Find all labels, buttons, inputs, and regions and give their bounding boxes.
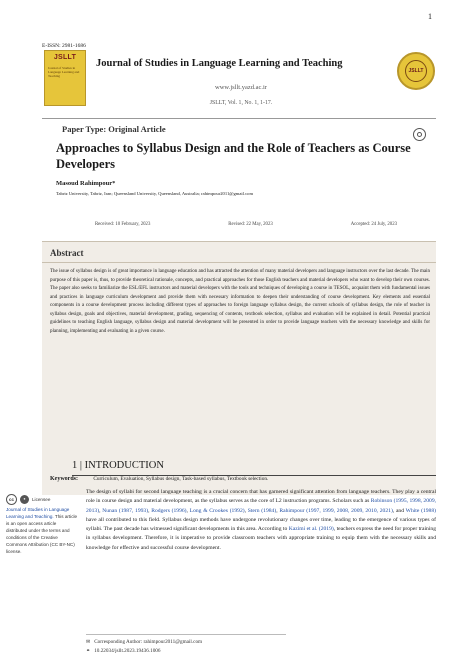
keywords (50, 476, 430, 482)
intro-text-run: have all contributed to this field. Syllabus design methods have undergone revolutionary changes over time, leading to the emergence of various types of syllabi. The past decade has witnessed significant developments in this area. According to (86, 516, 436, 533)
keywords-label: Keywords: (50, 476, 78, 482)
intro-text-run: , and (392, 507, 406, 514)
creative-commons-icon: cc (6, 494, 17, 505)
abstract-heading: Abstract (50, 248, 84, 258)
corresponding-author[interactable]: Corresponding Author: rahimpour2011@gmail.com (94, 639, 203, 645)
citation-link[interactable]: Long & Crookes (1992) (189, 507, 245, 514)
paper-type: Paper Type: Original Article (62, 124, 166, 134)
author-affiliation: Tabriz University, Tabriz, Iran; Queensland University, Queensland, Australia; rahimpour2011@gmail.com (56, 191, 254, 196)
keywords-list: Curriculum, Evaluation, Syllabus design, Task-based syllabus, Textbook selection. (93, 476, 269, 482)
doi[interactable]: 10.22034/jsllt.2023.19436.1006 (94, 648, 161, 654)
footer-divider (86, 634, 286, 635)
intro-text-run: , (276, 507, 280, 514)
journal-url[interactable]: www.jsllt.yazd.ac.ir (215, 84, 267, 91)
journal-seal-logo (397, 52, 435, 90)
introduction-divider (72, 475, 436, 476)
intro-text-run: , (148, 507, 152, 514)
intro-text-run: , (99, 507, 103, 514)
abstract-divider (42, 262, 436, 263)
doi-icon: ⚭ (86, 649, 91, 654)
attribution-icon: ● (20, 495, 29, 504)
email-icon: ✉ (86, 640, 91, 645)
intro-text-run: The design of syllabi for second language teaching is a crucial concern that has garnered significant attention from language teachers. They play a central role in course design and material development, as the syllabus serves as the core of L2 instruction programs. Scholars such as (86, 489, 436, 505)
intro-text-run: , (244, 507, 248, 514)
journal-volume: JSLLT, Vol. 1, No. 1, 1-17. (209, 100, 273, 106)
journal-seal-text: JSLLT (408, 68, 424, 74)
footer (86, 638, 202, 656)
page-number: 1 (428, 12, 432, 21)
journal-title: Journal of Studies in Language Learning and Teaching (96, 58, 343, 69)
received-date: Received: 10 February, 2023 (94, 222, 151, 227)
citation-link[interactable]: Nunan (1987, 1993) (102, 507, 149, 514)
citation-link[interactable]: Stern (1984) (247, 507, 277, 514)
header-divider (42, 118, 436, 119)
citation-link[interactable]: Rahimpour (1997, 1999, 2008, 2009, 2010, 2021) (279, 507, 393, 514)
accepted-date: Accepted: 24 July, 2023 (350, 222, 398, 227)
license-label: Licensee (32, 497, 51, 502)
journal-cover-logo (44, 50, 86, 106)
citation-link[interactable]: Kazimi et al. (2019) (288, 526, 334, 533)
issn: E-ISSN: 2981-1686 (42, 43, 86, 49)
journal-logo-title: JSLLT (53, 53, 77, 61)
license-text: This article is an open access article distributed under the terms and conditions of the Creative Commons Attribution (CC BY-NC) license. (6, 514, 78, 554)
citation-link[interactable]: Rodgers (1996) (151, 507, 187, 514)
citation-link[interactable]: White (1988) (405, 507, 436, 514)
open-access-icon (413, 128, 426, 141)
intro-text-run: , (186, 507, 190, 514)
intro-text-run: , teachers express the need for proper training in syllabus development. Therefore, it is imperative to provide classroom teachers with appropriate training to equip them with the necessary skills and knowledge for effective and successful course development. (86, 526, 437, 551)
abstract-section (42, 241, 436, 495)
journal-logo-text: Journal of Studies in Language Learning and Teaching (48, 66, 80, 79)
introduction-heading: 1 | INTRODUCTION (72, 460, 164, 471)
revised-date: Revised: 22 May, 2023 (228, 222, 273, 227)
license-journal-name: Journal of Studies in Language Learning and Teaching. (6, 507, 70, 519)
author-name: Masoud Rahimpour* (56, 180, 116, 187)
license-sidebar (6, 494, 78, 555)
introduction-paragraph (86, 488, 436, 553)
citation-link[interactable]: Robinson (1995, 1998, 2009, 2013) (86, 498, 437, 514)
article-dates (56, 222, 436, 227)
article-title: Approaches to Syllabus Design and the Role of Teachers as Course Developers (56, 141, 411, 171)
abstract-text: The issue of syllabus design is of great importance in language education and has attracted the attention of many material developers and language instructors over the last decade. The main purpose of this paper is, thus, to provide theoretical rationale, concepts, and practical approaches for those English teachers and material developers who want to develop their own courses. The paper also seeks to familiarize the ESL/EFL instructors and material developers with the tools and techniques of developing a course in TESOL, acquaint them with fundamental issues and practices in language curriculum development and provide them with necessary information to deepen their understanding of course development. Key elements and essential components in a course development process including different types of approaches to foreign language syllabus design, the current schools of syllabus design, the role of teacher in syllabus design, goals and objectives, material development, grading, sequencing of contents, textbook selection, syllabus and evaluation will be explained in detail. Potential practical guidelines to teaching English language, syllabus design and material development will be presented in order to provide language teachers with the necessary knowledge and skills for planning, implementing and evaluating in a given course. (50, 269, 430, 334)
